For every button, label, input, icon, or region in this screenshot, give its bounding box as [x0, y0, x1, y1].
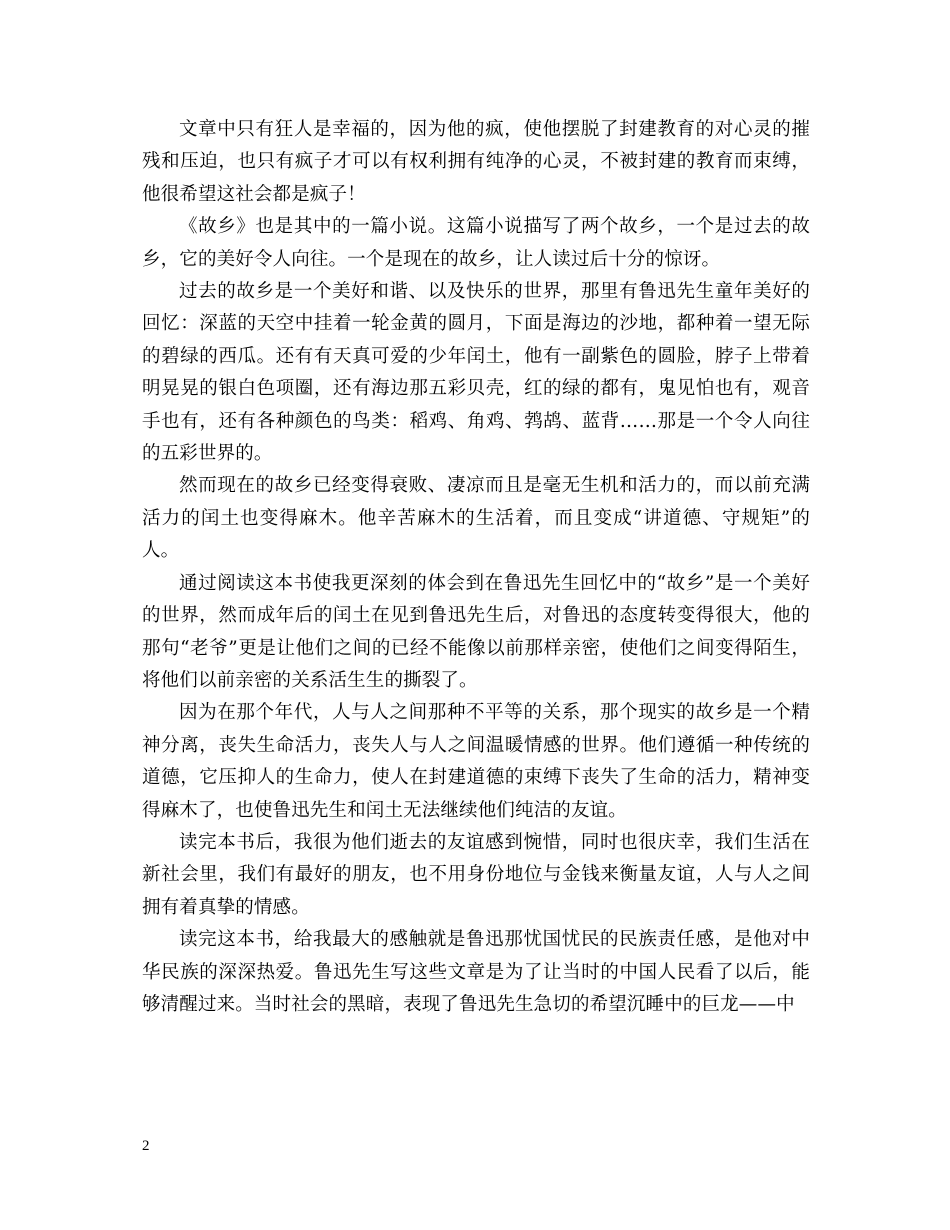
page-number: 2	[142, 1138, 150, 1154]
body-text	[142, 114, 810, 1021]
paragraph: 通过阅读这本书使我更深刻的体会到在鲁迅先生回忆中的“故乡”是一个美好的世界，然而成年后的闰土在见到鲁迅先生后，对鲁迅的态度转变得很大，他的那句“老爷”更是让他们之间的已经不能像以前那样亲密，使他们之间变得陌生，将他们以前亲密的关系活生生的撕裂了。	[142, 572, 810, 691]
paragraph: 《故乡》也是其中的一篇小说。这篇小说描写了两个故乡，一个是过去的故乡，它的美好令人向往。一个是现在的故乡，让人读过后十分的惊讶。	[142, 216, 810, 270]
paragraph: 因为在那个年代，人与人之间那种不平等的关系，那个现实的故乡是一个精神分离，丧失生命活力，丧失人与人之间温暖情感的世界。他们遵循一种传统的道德，它压抑人的生命力，使人在封建道德的束缚下丧失了生命的活力，精神变得麻木了，也使鲁迅先生和闰土无法继续他们纯洁的友谊。	[142, 702, 810, 821]
paragraph: 读完这本书，给我最大的感触就是鲁迅那忧国忧民的民族责任感，是他对中华民族的深深热爱。鲁迅先生写这些文章是为了让当时的中国人民看了以后，能够清醒过来。当时社会的黑暗，表现了鲁迅先生急切的希望沉睡中的巨龙——中	[142, 929, 810, 1015]
paragraph: 文章中只有狂人是幸福的，因为他的疯，使他摆脱了封建教育的对心灵的摧残和压迫，也只有疯子才可以有权利拥有纯净的心灵，不被封建的教育而束缚，他很希望这社会都是疯子！	[142, 119, 810, 205]
paragraph: 读完本书后，我很为他们逝去的友谊感到惋惜，同时也很庆幸，我们生活在新社会里，我们有最好的朋友，也不用身份地位与金钱来衡量友谊，人与人之间拥有着真挚的情感。	[142, 831, 810, 918]
paragraph: 过去的故乡是一个美好和谐、以及快乐的世界，那里有鲁迅先生童年美好的回忆：深蓝的天空中挂着一轮金黄的圆月，下面是海边的沙地，都种着一望无际的碧绿的西瓜。还有有天真可爱的少年闰土，他有一副紫色的圆脸，脖子上带着明晃晃的银白色项圈，还有海边那五彩贝壳，红的绿的都有，鬼见怕也有，观音手也有，还有各种颜色的鸟类：稻鸡、角鸡、鹁鸪、蓝背……那是一个令人向往的五彩世界的。	[142, 281, 810, 465]
paragraph: 然而现在的故乡已经变得衰败、凄凉而且是毫无生机和活力的，而以前充满活力的闰土也变得麻木。他辛苦麻木的生活着，而且变成“讲道德、守规矩”的人。	[142, 475, 810, 562]
